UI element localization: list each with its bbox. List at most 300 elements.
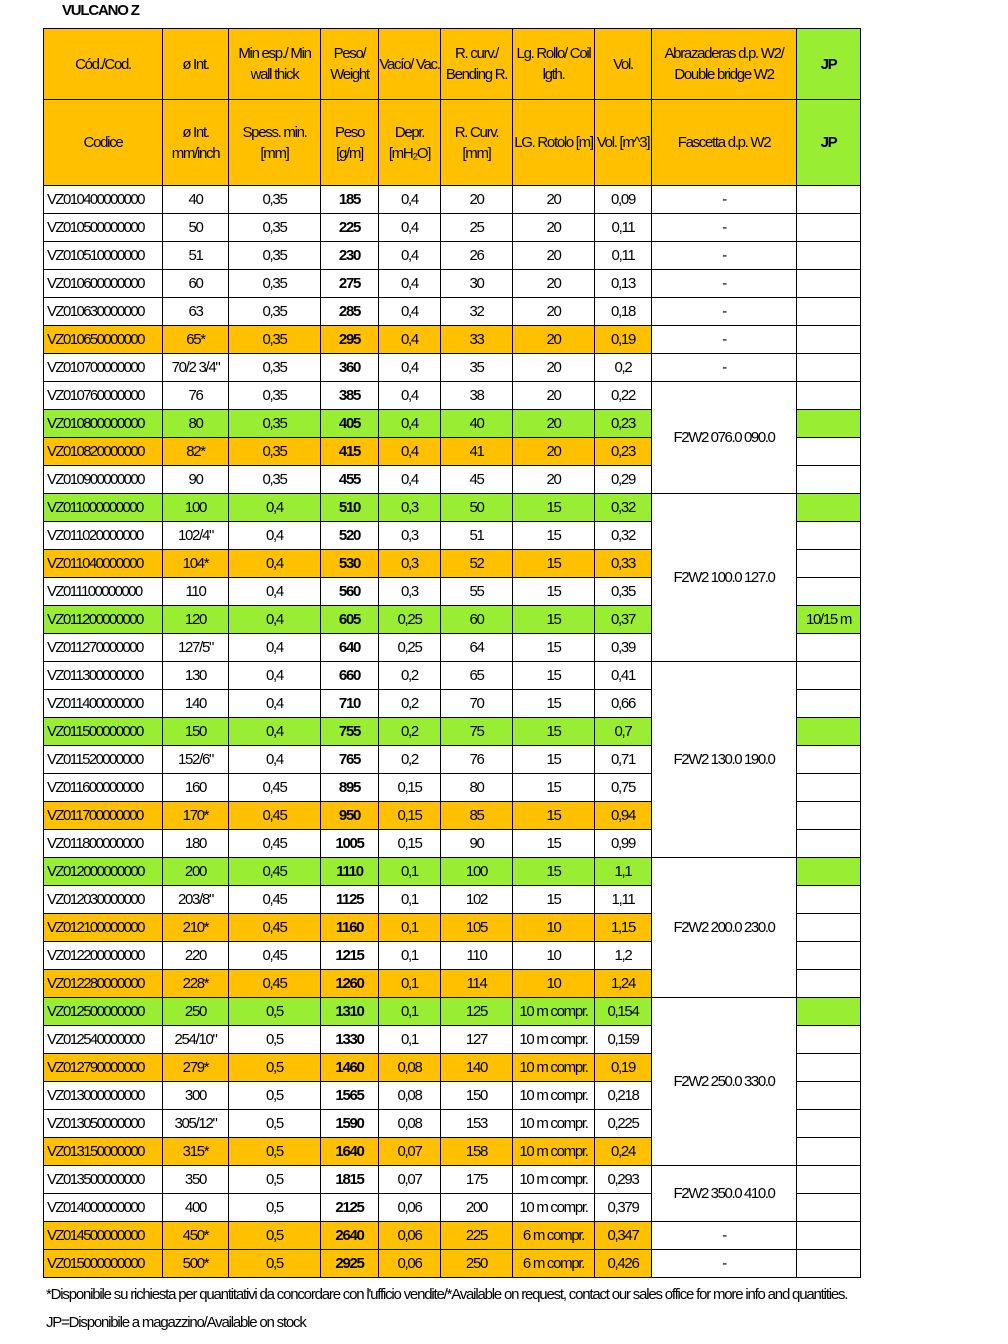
code-cell: VZ015000000000 [44,1250,163,1278]
table-row [44,298,861,326]
header-bending-radius: R. curv./ Bending R. [441,29,513,100]
volume-cell: 0,293 [595,1166,652,1194]
bending-radius-cell: 125 [441,998,513,1026]
wall-thickness-cell: 0,35 [229,466,321,494]
header-row-italian [44,100,861,186]
volume-cell: 0,23 [595,410,652,438]
coil-length-cell: 15 [513,494,595,522]
jp-stock-cell [797,550,861,578]
code-cell: VZ010700000000 [44,354,163,382]
bending-radius-cell: 175 [441,1166,513,1194]
code-cell: VZ011040000000 [44,550,163,578]
header-coil-length: Lg. Rollo/ Coil lgth. [513,29,595,100]
inner-diameter-cell: 90 [163,466,229,494]
wall-thickness-cell: 0,5 [229,1082,321,1110]
code-cell: VZ012200000000 [44,942,163,970]
bending-radius-cell: 75 [441,718,513,746]
weight-cell: 560 [321,578,379,606]
jp-stock-cell [797,522,861,550]
table-row [44,186,861,214]
weight-cell: 405 [321,410,379,438]
wall-thickness-cell: 0,5 [229,998,321,1026]
table-row [44,1222,861,1250]
bending-radius-cell: 200 [441,1194,513,1222]
weight-cell: 1815 [321,1166,379,1194]
coil-length-cell: 20 [513,298,595,326]
coil-length-cell: 20 [513,214,595,242]
coil-length-cell: 20 [513,186,595,214]
code-cell: VZ013500000000 [44,1166,163,1194]
jp-stock-cell [797,1054,861,1082]
inner-diameter-cell: 350 [163,1166,229,1194]
jp-stock-cell [797,858,861,886]
coil-length-cell: 10 m compr. [513,1110,595,1138]
bending-radius-cell: 100 [441,858,513,886]
vacuum-cell: 0,25 [379,634,441,662]
vacuum-cell: 0,2 [379,662,441,690]
coil-length-cell: 10 [513,970,595,998]
volume-cell: 1,15 [595,914,652,942]
jp-stock-cell [797,270,861,298]
vacuum-cell: 0,1 [379,970,441,998]
inner-diameter-cell: 279* [163,1054,229,1082]
vacuum-cell: 0,1 [379,886,441,914]
weight-cell: 1590 [321,1110,379,1138]
coil-length-cell: 20 [513,242,595,270]
coil-length-cell: 15 [513,886,595,914]
jp-stock-cell: 10/15 m [797,606,861,634]
jp-stock-cell [797,886,861,914]
jp-stock-cell [797,662,861,690]
code-cell: VZ011800000000 [44,830,163,858]
vacuum-cell: 0,3 [379,522,441,550]
coil-length-cell: 10 m compr. [513,1082,595,1110]
coil-length-cell: 10 [513,914,595,942]
wall-thickness-cell: 0,4 [229,578,321,606]
weight-cell: 1160 [321,914,379,942]
wall-thickness-cell: 0,5 [229,1026,321,1054]
inner-diameter-cell: 65* [163,326,229,354]
coil-length-cell: 10 m compr. [513,1194,595,1222]
code-cell: VZ012280000000 [44,970,163,998]
weight-cell: 755 [321,718,379,746]
coil-length-cell: 10 m compr. [513,1054,595,1082]
header-thickness-units: Spess. min. [mm] [229,100,321,186]
volume-cell: 0,13 [595,270,652,298]
vacuum-cell: 0,4 [379,270,441,298]
code-cell: VZ014500000000 [44,1222,163,1250]
vacuum-cell: 0,4 [379,382,441,410]
jp-stock-cell [797,298,861,326]
inner-diameter-cell: 152/6" [163,746,229,774]
bending-radius-cell: 50 [441,494,513,522]
inner-diameter-cell: 160 [163,774,229,802]
coil-length-cell: 6 m compr. [513,1250,595,1278]
vacuum-cell: 0,2 [379,746,441,774]
volume-cell: 0,35 [595,578,652,606]
bending-radius-cell: 225 [441,1222,513,1250]
wall-thickness-cell: 0,35 [229,214,321,242]
jp-stock-cell [797,354,861,382]
weight-cell: 295 [321,326,379,354]
bending-radius-cell: 41 [441,438,513,466]
wall-thickness-cell: 0,45 [229,774,321,802]
bending-radius-cell: 20 [441,186,513,214]
wall-thickness-cell: 0,35 [229,382,321,410]
code-cell: VZ010760000000 [44,382,163,410]
weight-cell: 285 [321,298,379,326]
code-cell: VZ013000000000 [44,1082,163,1110]
header-inner-diameter: ø Int. [163,29,229,100]
bending-radius-cell: 140 [441,1054,513,1082]
wall-thickness-cell: 0,5 [229,1250,321,1278]
weight-cell: 765 [321,746,379,774]
vacuum-cell: 0,07 [379,1138,441,1166]
bending-radius-cell: 114 [441,970,513,998]
bending-radius-cell: 26 [441,242,513,270]
bending-radius-cell: 105 [441,914,513,942]
code-cell: VZ013150000000 [44,1138,163,1166]
coil-length-cell: 15 [513,718,595,746]
weight-cell: 1260 [321,970,379,998]
vacuum-cell: 0,1 [379,914,441,942]
weight-cell: 1215 [321,942,379,970]
jp-stock-cell [797,1138,861,1166]
bending-radius-cell: 85 [441,802,513,830]
volume-cell: 0,09 [595,186,652,214]
inner-diameter-cell: 220 [163,942,229,970]
clamp-reference-cell: - [652,354,797,382]
wall-thickness-cell: 0,5 [229,1194,321,1222]
wall-thickness-cell: 0,35 [229,242,321,270]
clamp-reference-cell: F2W2 076.0 090.0 [652,382,797,494]
footnote-availability: *Disponibile su richiesta per quantitativi da concordare con l'ufficio vendite/*Available on request, contact our sales office for more info and quantities. [46,1286,848,1303]
code-cell: VZ010400000000 [44,186,163,214]
bending-radius-cell: 150 [441,1082,513,1110]
jp-stock-cell [797,942,861,970]
weight-cell: 1640 [321,1138,379,1166]
wall-thickness-cell: 0,4 [229,746,321,774]
bending-radius-cell: 127 [441,1026,513,1054]
vacuum-cell: 0,4 [379,214,441,242]
vacuum-cell: 0,3 [379,550,441,578]
bending-radius-cell: 25 [441,214,513,242]
vacuum-cell: 0,06 [379,1222,441,1250]
inner-diameter-cell: 82* [163,438,229,466]
clamp-reference-cell: - [652,242,797,270]
volume-cell: 0,18 [595,298,652,326]
jp-stock-cell [797,1166,861,1194]
table-row [44,242,861,270]
code-cell: VZ011100000000 [44,578,163,606]
vacuum-cell: 0,08 [379,1054,441,1082]
clamp-reference-cell: - [652,298,797,326]
wall-thickness-cell: 0,45 [229,886,321,914]
clamp-reference-cell: - [652,1250,797,1278]
inner-diameter-cell: 200 [163,858,229,886]
code-cell: VZ010900000000 [44,466,163,494]
jp-stock-cell [797,774,861,802]
weight-cell: 895 [321,774,379,802]
clamp-reference-cell: F2W2 250.0 330.0 [652,998,797,1166]
bending-radius-cell: 60 [441,606,513,634]
bending-radius-cell: 110 [441,942,513,970]
clamp-reference-cell: - [652,1222,797,1250]
inner-diameter-cell: 228* [163,970,229,998]
coil-length-cell: 15 [513,522,595,550]
wall-thickness-cell: 0,5 [229,1110,321,1138]
code-cell: VZ010800000000 [44,410,163,438]
code-cell: VZ011200000000 [44,606,163,634]
vacuum-cell: 0,06 [379,1250,441,1278]
code-cell: VZ012100000000 [44,914,163,942]
bending-radius-cell: 40 [441,410,513,438]
weight-cell: 1330 [321,1026,379,1054]
inner-diameter-cell: 300 [163,1082,229,1110]
coil-length-cell: 15 [513,550,595,578]
weight-cell: 660 [321,662,379,690]
volume-cell: 1,24 [595,970,652,998]
code-cell: VZ010500000000 [44,214,163,242]
inner-diameter-cell: 80 [163,410,229,438]
bending-radius-cell: 102 [441,886,513,914]
wall-thickness-cell: 0,4 [229,662,321,690]
inner-diameter-cell: 210* [163,914,229,942]
vacuum-cell: 0,4 [379,410,441,438]
code-cell: VZ011520000000 [44,746,163,774]
inner-diameter-cell: 180 [163,830,229,858]
table-row [44,1166,861,1194]
vacuum-cell: 0,25 [379,606,441,634]
jp-stock-cell [797,830,861,858]
wall-thickness-cell: 0,45 [229,942,321,970]
weight-cell: 1565 [321,1082,379,1110]
vacuum-cell: 0,1 [379,942,441,970]
table-row [44,382,861,410]
clamp-reference-cell: F2W2 100.0 127.0 [652,494,797,662]
vacuum-cell: 0,4 [379,438,441,466]
volume-cell: 0,379 [595,1194,652,1222]
bending-radius-cell: 70 [441,690,513,718]
volume-cell: 0,11 [595,214,652,242]
jp-stock-cell [797,326,861,354]
header-row-multilingual [44,29,861,100]
jp-stock-cell [797,1222,861,1250]
jp-stock-cell [797,802,861,830]
inner-diameter-cell: 254/10" [163,1026,229,1054]
inner-diameter-cell: 400 [163,1194,229,1222]
volume-cell: 0,347 [595,1222,652,1250]
inner-diameter-cell: 63 [163,298,229,326]
wall-thickness-cell: 0,5 [229,1054,321,1082]
header-weight-units: Peso [g/m] [321,100,379,186]
coil-length-cell: 20 [513,466,595,494]
volume-cell: 0,37 [595,606,652,634]
vulcano-z-spec-table [43,28,861,1278]
vacuum-cell: 0,2 [379,690,441,718]
wall-thickness-cell: 0,35 [229,298,321,326]
weight-cell: 640 [321,634,379,662]
volume-cell: 0,159 [595,1026,652,1054]
vacuum-cell: 0,2 [379,718,441,746]
jp-stock-cell [797,494,861,522]
weight-cell: 950 [321,802,379,830]
jp-stock-cell [797,438,861,466]
volume-cell: 0,22 [595,382,652,410]
jp-stock-cell [797,1194,861,1222]
bending-radius-cell: 51 [441,522,513,550]
coil-length-cell: 20 [513,382,595,410]
volume-cell: 0,94 [595,802,652,830]
code-cell: VZ010820000000 [44,438,163,466]
bending-radius-cell: 90 [441,830,513,858]
volume-cell: 0,66 [595,690,652,718]
weight-cell: 1125 [321,886,379,914]
inner-diameter-cell: 203/8" [163,886,229,914]
vacuum-cell: 0,4 [379,298,441,326]
code-cell: VZ012790000000 [44,1054,163,1082]
inner-diameter-cell: 51 [163,242,229,270]
table-row [44,494,861,522]
header-weight: Peso/ Weight [321,29,379,100]
bending-radius-cell: 55 [441,578,513,606]
coil-length-cell: 15 [513,746,595,774]
vacuum-cell: 0,07 [379,1166,441,1194]
inner-diameter-cell: 76 [163,382,229,410]
vacuum-cell: 0,1 [379,1026,441,1054]
bending-radius-cell: 45 [441,466,513,494]
jp-stock-cell [797,186,861,214]
weight-cell: 1310 [321,998,379,1026]
wall-thickness-cell: 0,4 [229,550,321,578]
weight-cell: 455 [321,466,379,494]
inner-diameter-cell: 50 [163,214,229,242]
vacuum-cell: 0,08 [379,1110,441,1138]
weight-cell: 415 [321,438,379,466]
volume-cell: 0,32 [595,494,652,522]
header-volume-units: Vol. [m^3] [595,100,652,186]
jp-stock-cell [797,1250,861,1278]
vacuum-cell: 0,4 [379,326,441,354]
jp-stock-cell [797,1082,861,1110]
coil-length-cell: 20 [513,354,595,382]
coil-length-cell: 10 m compr. [513,1138,595,1166]
code-cell: VZ011270000000 [44,634,163,662]
wall-thickness-cell: 0,35 [229,270,321,298]
clamp-reference-cell: F2W2 350.0 410.0 [652,1166,797,1222]
coil-length-cell: 20 [513,438,595,466]
volume-cell: 0,99 [595,830,652,858]
weight-cell: 225 [321,214,379,242]
code-cell: VZ012030000000 [44,886,163,914]
code-cell: VZ011400000000 [44,690,163,718]
coil-length-cell: 15 [513,634,595,662]
bending-radius-cell: 153 [441,1110,513,1138]
volume-cell: 0,19 [595,1054,652,1082]
volume-cell: 0,2 [595,354,652,382]
wall-thickness-cell: 0,4 [229,522,321,550]
jp-stock-cell [797,746,861,774]
vacuum-cell: 0,15 [379,802,441,830]
wall-thickness-cell: 0,35 [229,438,321,466]
jp-stock-cell [797,718,861,746]
inner-diameter-cell: 100 [163,494,229,522]
weight-cell: 360 [321,354,379,382]
header-clamps: Abrazaderas d.p. W2/ Double bridge W2 [652,29,797,100]
table-row [44,662,861,690]
weight-cell: 275 [321,270,379,298]
code-cell: VZ011020000000 [44,522,163,550]
header-vacuum: Vacío/ Vac. [379,29,441,100]
table-row [44,998,861,1026]
jp-stock-cell [797,970,861,998]
volume-cell: 0,218 [595,1082,652,1110]
volume-cell: 0,19 [595,326,652,354]
clamp-reference-cell: - [652,270,797,298]
wall-thickness-cell: 0,5 [229,1166,321,1194]
coil-length-cell: 10 [513,942,595,970]
clamp-reference-cell: - [652,186,797,214]
weight-cell: 1005 [321,830,379,858]
inner-diameter-cell: 70/2 3/4" [163,354,229,382]
wall-thickness-cell: 0,45 [229,802,321,830]
table-row [44,270,861,298]
volume-cell: 0,154 [595,998,652,1026]
wall-thickness-cell: 0,45 [229,914,321,942]
code-cell: VZ011000000000 [44,494,163,522]
volume-cell: 0,71 [595,746,652,774]
document-title: VULCANO Z [62,2,139,19]
volume-cell: 0,7 [595,718,652,746]
jp-stock-cell [797,242,861,270]
inner-diameter-cell: 150 [163,718,229,746]
weight-cell: 1460 [321,1054,379,1082]
coil-length-cell: 15 [513,662,595,690]
wall-thickness-cell: 0,4 [229,690,321,718]
bending-radius-cell: 64 [441,634,513,662]
coil-length-cell: 20 [513,410,595,438]
bending-radius-cell: 52 [441,550,513,578]
inner-diameter-cell: 120 [163,606,229,634]
table-row [44,214,861,242]
coil-length-cell: 15 [513,774,595,802]
coil-length-cell: 15 [513,858,595,886]
coil-length-cell: 15 [513,606,595,634]
inner-diameter-cell: 305/12" [163,1110,229,1138]
vacuum-cell: 0,4 [379,354,441,382]
jp-stock-cell [797,578,861,606]
vacuum-cell: 0,08 [379,1082,441,1110]
header-jp-2: JP [797,100,861,186]
jp-stock-cell [797,214,861,242]
header-diameter-units: ø Int. mm/inch [163,100,229,186]
weight-cell: 2925 [321,1250,379,1278]
vacuum-cell: 0,15 [379,774,441,802]
coil-length-cell: 15 [513,802,595,830]
bending-radius-cell: 30 [441,270,513,298]
weight-cell: 510 [321,494,379,522]
code-cell: VZ014000000000 [44,1194,163,1222]
header-coil-units: LG. Rotolo [m] [513,100,595,186]
inner-diameter-cell: 450* [163,1222,229,1250]
jp-stock-cell [797,382,861,410]
wall-thickness-cell: 0,4 [229,606,321,634]
weight-cell: 230 [321,242,379,270]
inner-diameter-cell: 315* [163,1138,229,1166]
volume-cell: 0,24 [595,1138,652,1166]
table-row [44,858,861,886]
clamp-reference-cell: - [652,326,797,354]
